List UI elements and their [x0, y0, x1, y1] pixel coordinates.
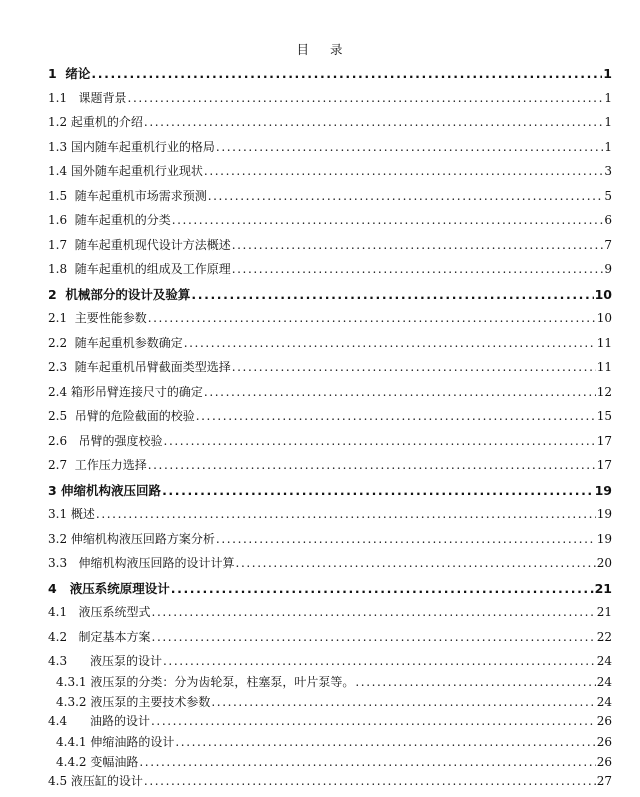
toc-entry-page: 22	[596, 629, 612, 644]
toc-entry-label: 4.3.1 液压泵的分类：分为齿轮泵，柱塞泵，叶片泵等。	[56, 675, 355, 689]
dot-leader	[144, 774, 596, 788]
dot-leader	[196, 409, 596, 423]
dot-leader	[151, 714, 596, 728]
toc-entry-page: 24	[596, 694, 612, 709]
toc-entry-label: 2.5 吊臂的危险截面的校验	[48, 409, 195, 423]
toc-entry-label: 4.4 油路的设计	[48, 714, 150, 728]
toc-entry-page: 26	[596, 735, 612, 749]
dot-leader	[355, 675, 595, 689]
toc-entry-page: 24	[596, 675, 612, 689]
dot-leader	[148, 458, 596, 472]
dot-leader	[144, 115, 603, 129]
dot-leader	[184, 336, 596, 350]
dot-leader	[128, 91, 604, 105]
toc-entry-page: 11	[596, 335, 612, 350]
dot-leader	[204, 164, 603, 178]
dot-leader	[162, 483, 594, 498]
toc-entry[interactable]	[48, 554, 612, 579]
dot-leader	[191, 287, 593, 302]
dot-leader	[175, 735, 595, 749]
toc-entry-label: 4.3 液压泵的设计	[48, 654, 162, 668]
dot-leader	[232, 360, 596, 374]
toc-entry-label: 1.1 课题背景	[48, 90, 127, 105]
toc-entry[interactable]	[48, 753, 612, 773]
dot-leader	[232, 238, 604, 252]
toc-entry-label: 1.3 国内随车起重机行业的格局	[48, 139, 215, 154]
toc-entry[interactable]	[48, 733, 612, 753]
toc-entry-label: 1.4 国外随车起重机行业现状	[48, 164, 203, 178]
dot-leader	[163, 654, 596, 668]
toc-entry[interactable]	[48, 481, 612, 506]
toc-entry[interactable]	[48, 628, 612, 653]
toc-entry[interactable]	[48, 187, 612, 212]
toc-entry-label: 2 机械部分的设计及验算	[48, 286, 191, 302]
toc-entry-page: 17	[596, 433, 612, 448]
toc-entry[interactable]	[48, 89, 612, 114]
dot-leader	[164, 434, 596, 448]
dot-leader	[211, 695, 595, 709]
toc-entry-label: 1.7 随车起重机现代设计方法概述	[48, 237, 231, 252]
toc-entry-page: 1	[604, 115, 612, 129]
toc-entry[interactable]	[48, 772, 612, 797]
toc-entry-label: 4.4.2 变幅油路	[56, 754, 139, 769]
toc-entry-page: 17	[596, 458, 612, 472]
toc-entry-label: 4.2 制定基本方案	[48, 629, 151, 644]
dot-leader	[204, 385, 596, 399]
toc-entry-page: 19	[596, 507, 612, 521]
toc-entry[interactable]	[48, 162, 612, 187]
toc-entry[interactable]	[48, 432, 612, 457]
toc-entry[interactable]	[48, 358, 612, 383]
toc-title: 目 录	[296, 42, 344, 57]
toc-entry-page: 1	[604, 139, 612, 154]
toc-entry[interactable]	[48, 211, 612, 236]
dot-leader	[171, 581, 594, 596]
toc-entry[interactable]	[48, 334, 612, 359]
toc-entry-page: 6	[604, 213, 612, 227]
dot-leader	[236, 556, 596, 570]
toc-entry[interactable]	[48, 113, 612, 138]
toc-entry[interactable]	[48, 236, 612, 261]
dot-leader	[139, 755, 595, 769]
toc-entry-page: 19	[594, 482, 612, 498]
toc-entry[interactable]	[48, 285, 612, 310]
toc-entry[interactable]	[48, 456, 612, 481]
toc-entry[interactable]	[48, 673, 612, 693]
toc-entry-page: 20	[596, 556, 612, 570]
toc-entry[interactable]	[48, 652, 612, 673]
toc-entry-label: 4 液压系统原理设计	[48, 580, 170, 596]
toc-entry[interactable]	[48, 693, 612, 713]
dot-leader	[96, 507, 596, 521]
toc-entry-page: 3	[604, 164, 612, 178]
toc-entry[interactable]	[48, 138, 612, 163]
toc-entry-label: 1.2 起重机的介绍	[48, 115, 143, 129]
dot-leader	[152, 630, 596, 644]
toc-entry-page: 24	[596, 654, 612, 668]
toc-entry[interactable]	[48, 383, 612, 408]
toc-entry-page: 27	[596, 774, 612, 788]
dot-leader	[152, 605, 596, 619]
toc-entry-page: 10	[594, 286, 612, 302]
toc-entry-label: 1.6 随车起重机的分类	[48, 213, 171, 227]
toc-entry[interactable]	[48, 530, 612, 555]
toc-entry-label: 1.8 随车起重机的组成及工作原理	[48, 262, 231, 276]
toc-entry-page: 12	[596, 384, 612, 399]
table-of-contents	[48, 64, 612, 797]
toc-entry-label: 2.2 随车起重机参数确定	[48, 335, 183, 350]
toc-entry-page: 1	[603, 66, 612, 81]
toc-entry-page: 19	[596, 531, 612, 546]
toc-entry-page: 10	[596, 311, 612, 325]
toc-entry-label: 4.3.2 液压泵的主要技术参数	[56, 694, 211, 709]
toc-entry-page: 21	[596, 605, 612, 619]
toc-entry-label: 1.5 随车起重机市场需求预测	[48, 188, 207, 203]
toc-entry-page: 21	[594, 580, 612, 596]
toc-entry-label: 4.4.1 伸缩油路的设计	[56, 735, 175, 749]
toc-entry-page: 26	[596, 714, 612, 728]
toc-entry-label: 2.1 主要性能参数	[48, 311, 147, 325]
toc-entry-label: 3.1 概述	[48, 507, 95, 521]
toc-entry[interactable]	[48, 603, 612, 628]
dot-leader	[216, 140, 603, 154]
toc-entry-label: 4.1 液压系统型式	[48, 605, 151, 619]
toc-entry[interactable]	[48, 260, 612, 285]
toc-entry-page: 5	[604, 188, 612, 203]
toc-entry-label: 4.5 液压缸的设计	[48, 774, 143, 788]
toc-entry-page: 11	[596, 360, 612, 374]
toc-entry[interactable]	[48, 64, 612, 89]
toc-entry-label: 3.3 伸缩机构液压回路的设计计算	[48, 556, 235, 570]
toc-entry-label: 1 绪论	[48, 66, 91, 81]
toc-entry-page: 7	[604, 237, 612, 252]
toc-entry[interactable]	[48, 505, 612, 530]
dot-leader	[208, 189, 604, 203]
dot-leader	[172, 213, 604, 227]
dot-leader	[148, 311, 596, 325]
toc-entry-label: 2.3 随车起重机吊臂截面类型选择	[48, 360, 231, 374]
toc-entry[interactable]	[48, 407, 612, 432]
dot-leader	[232, 262, 604, 276]
toc-entry-label: 2.4 箱形吊臂连接尺寸的确定	[48, 384, 203, 399]
toc-entry-label: 2.7 工作压力选择	[48, 458, 147, 472]
dot-leader	[216, 532, 596, 546]
toc-entry-page: 26	[596, 754, 612, 769]
dot-leader	[91, 66, 602, 81]
toc-entry-label: 3.2 伸缩机构液压回路方案分析	[48, 531, 215, 546]
toc-entry-label: 3 伸缩机构液压回路	[48, 482, 162, 498]
toc-entry[interactable]	[48, 579, 612, 604]
toc-entry-label: 2.6 吊臂的强度校验	[48, 433, 163, 448]
toc-entry[interactable]	[48, 309, 612, 334]
toc-entry-page: 9	[604, 262, 612, 276]
toc-entry-page: 15	[596, 409, 612, 423]
toc-entry[interactable]	[48, 712, 612, 733]
toc-entry-page: 1	[604, 90, 612, 105]
